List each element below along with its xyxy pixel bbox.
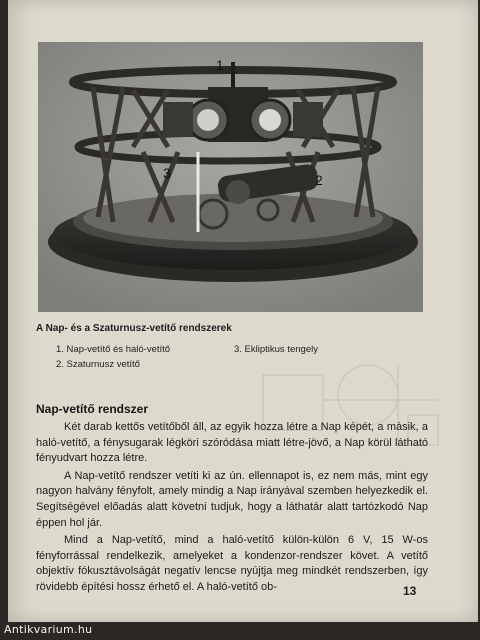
projector-photo (38, 42, 423, 312)
page-number: 13 (403, 584, 417, 598)
section-title: Nap-vetítő rendszer (36, 402, 149, 416)
watermark: Antikvarium.hu (4, 623, 93, 636)
legend-item-2: 2. Szaturnusz vetítő (56, 359, 140, 370)
label-3: 3 (163, 165, 171, 181)
figure-caption-title: A Nap- és a Szaturnusz-vetítő rendszerek (36, 323, 232, 334)
body-text (36, 420, 428, 598)
legend-item-1: 1. Nap-vetítő és haló-vetítő (56, 344, 171, 355)
label-1: 1 (216, 57, 224, 73)
book-page (8, 0, 478, 622)
paragraph: A Nap-vetítő rendszer vetíti ki az ún. ellennapot is, ez nem más, mint egy nagyon halvány fényfolt, amely mindig a Nap irányával szemben helyezkedik el. Segítségével előadás alatt követni tudjuk, hogy a láthatár alatt tartózkodó Nap éppen hol jár. (36, 469, 428, 529)
legend-item-3: 3. Ekliptikus tengely (234, 344, 318, 355)
label-2: 2 (315, 172, 323, 188)
paragraph: Két darab kettős vetítőből áll, az egyik hozza létre a Nap képét, a másik, a haló-vetítő, a fénysugarak légköri szóródása miatt létre-jövő, a Nap körül látható fényudvart hozza létre. (36, 421, 428, 465)
paragraph: Mind a Nap-vetítő, mind a haló-vetítő külön-külön 6 V, 15 W-os fényforrással rendelkezik, amelyeket a kondenzor-rendszer követ. A vetítő objektív fókusztávolságát negatív lencse nyújtja meg mindkét rendszerben, így rövidebb építési hossz érhető el. A haló-vetítő ob- (36, 534, 428, 593)
